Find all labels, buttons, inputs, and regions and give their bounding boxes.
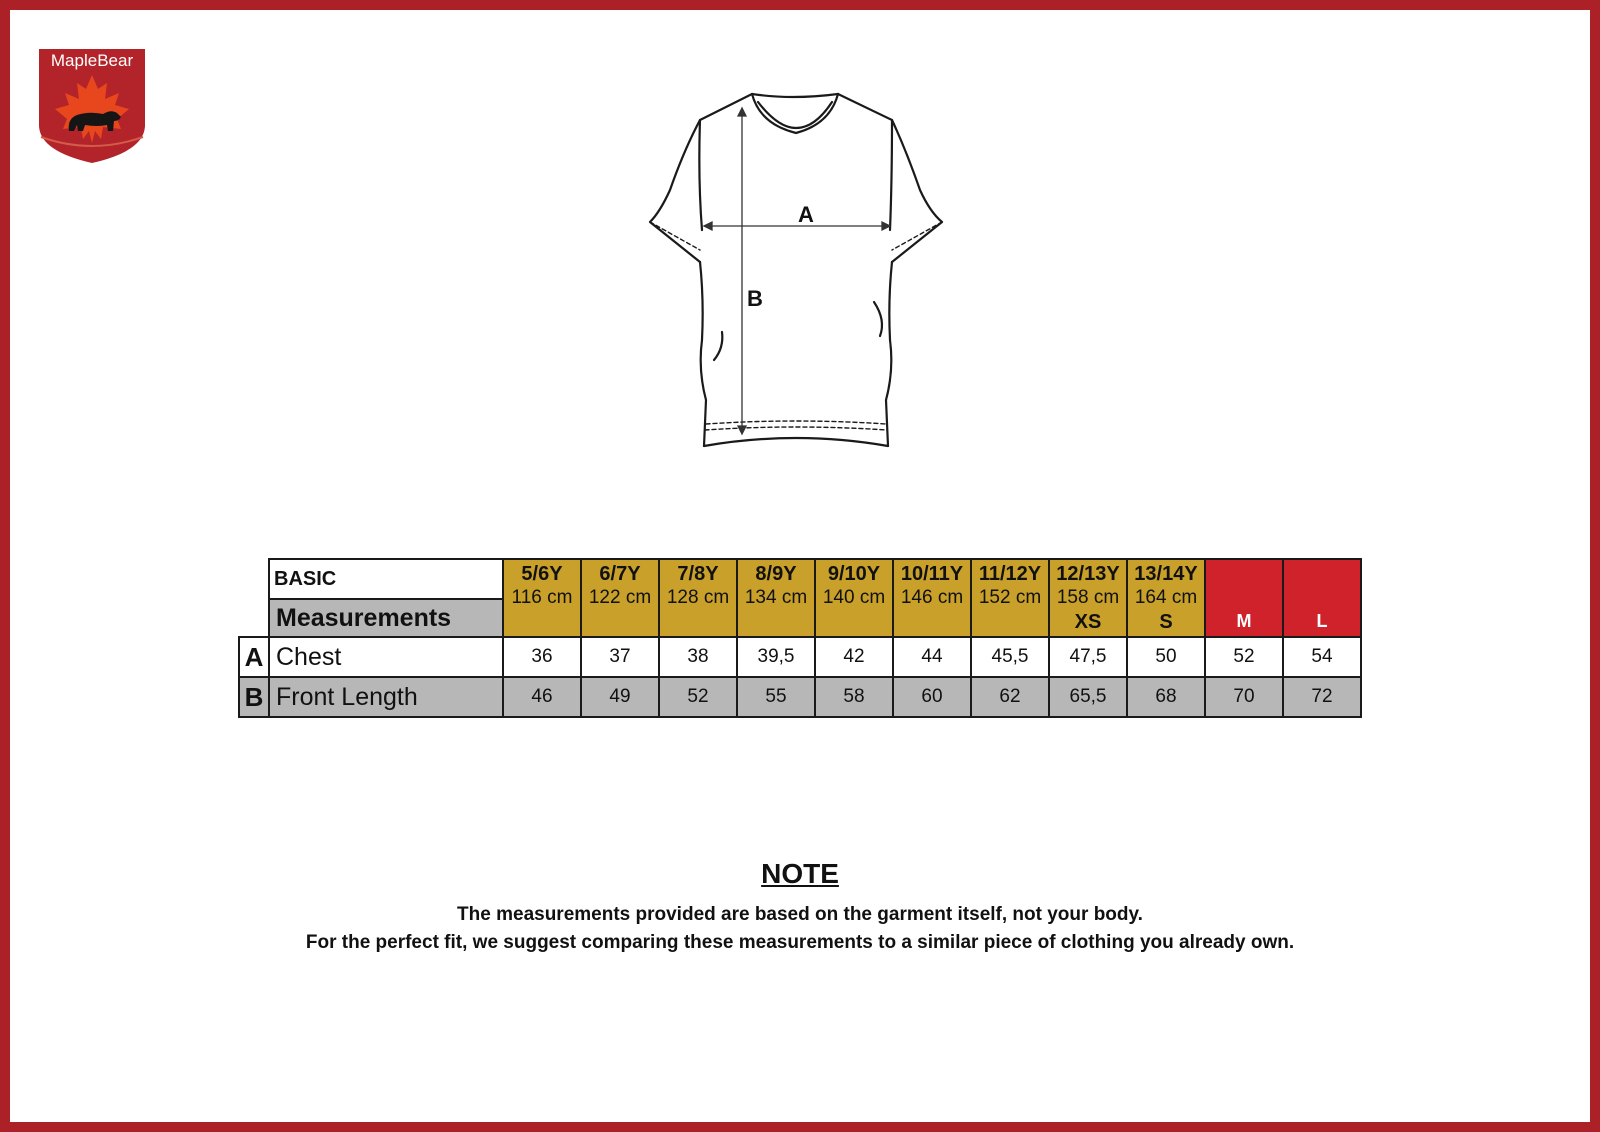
row-letter: A	[239, 637, 269, 677]
size-label: 8/9Y	[755, 563, 797, 585]
size-label: 6/7Y	[599, 563, 641, 585]
size-adult	[972, 610, 1048, 634]
table-cell: 70	[1205, 677, 1283, 717]
size-header	[1049, 559, 1127, 637]
maplebear-logo	[37, 47, 147, 167]
note-line: For the perfect fit, we suggest comparing these measurements to a similar piece of clothing you already own.	[305, 932, 1295, 953]
note-title: NOTE	[761, 858, 839, 889]
table-cell: 46	[503, 677, 581, 717]
table-cell: 37	[581, 637, 659, 677]
table-cell: 42	[815, 637, 893, 677]
size-header	[1127, 559, 1205, 637]
size-height: 122 cm	[588, 587, 652, 608]
size-label: 11/12Y	[978, 563, 1042, 585]
size-label: 10/11Y	[900, 563, 964, 585]
note-section	[0, 858, 1600, 960]
size-height: 134 cm	[744, 587, 808, 608]
table-cell: 45,5	[971, 637, 1049, 677]
size-height: 140 cm	[822, 587, 886, 608]
size-height: 152 cm	[978, 587, 1042, 608]
table-cell: 65,5	[1049, 677, 1127, 717]
table-row	[239, 637, 1361, 677]
size-height: 164 cm	[1134, 587, 1198, 608]
table-cell: 39,5	[737, 637, 815, 677]
size-header	[581, 559, 659, 637]
size-label: 5/6Y	[521, 563, 563, 585]
size-height: 128 cm	[666, 587, 730, 608]
size-adult: S	[1159, 611, 1173, 633]
size-adult: XS	[1074, 611, 1102, 633]
header-row-1	[239, 559, 1361, 599]
size-label: 12/13Y	[1056, 563, 1120, 585]
size-header	[971, 559, 1049, 637]
size-header	[815, 559, 893, 637]
table-cell: 55	[737, 677, 815, 717]
table-cell: 58	[815, 677, 893, 717]
size-label: 9/10Y	[827, 563, 881, 585]
table-cell: 49	[581, 677, 659, 717]
table-cell: 54	[1283, 637, 1361, 677]
table-cell: 52	[659, 677, 737, 717]
table-cell: 44	[893, 637, 971, 677]
size-header	[659, 559, 737, 637]
size-adult	[738, 610, 814, 634]
size-adult	[816, 610, 892, 634]
table-cell: 68	[1127, 677, 1205, 717]
table-cell: 52	[1205, 637, 1283, 677]
size-label: 7/8Y	[677, 563, 719, 585]
size-height: 116 cm	[511, 587, 573, 608]
row-label: Chest	[269, 637, 503, 677]
label-a: A	[798, 202, 814, 227]
note-line: The measurements provided are based on the garment itself, not your body.	[457, 904, 1143, 925]
size-adult	[582, 610, 658, 634]
table-cell: 38	[659, 637, 737, 677]
row-label: Front Length	[269, 677, 503, 717]
size-height: 146 cm	[900, 587, 964, 608]
table-cell: 72	[1283, 677, 1361, 717]
adult-size-header: L	[1283, 559, 1361, 637]
size-adult	[894, 610, 970, 634]
tshirt-diagram	[620, 80, 960, 460]
size-height: 158 cm	[1056, 587, 1120, 608]
logo-text: MapleBear	[50, 51, 134, 70]
size-chart-table	[238, 558, 1362, 718]
size-header	[737, 559, 815, 637]
table-cell: 62	[971, 677, 1049, 717]
size-label: 13/14Y	[1134, 563, 1198, 585]
table-cell: 60	[893, 677, 971, 717]
adult-size-header: M	[1205, 559, 1283, 637]
label-b: B	[747, 286, 763, 311]
table-subtitle: Measurements	[269, 599, 503, 637]
size-header	[503, 559, 581, 637]
size-header	[893, 559, 971, 637]
table-title: BASIC	[269, 559, 503, 599]
table-row	[239, 677, 1361, 717]
table-cell: 50	[1127, 637, 1205, 677]
row-letter: B	[239, 677, 269, 717]
corner-blank	[239, 559, 269, 637]
table-cell: 36	[503, 637, 581, 677]
size-adult	[660, 610, 736, 634]
size-adult	[504, 610, 580, 634]
table-cell: 47,5	[1049, 637, 1127, 677]
